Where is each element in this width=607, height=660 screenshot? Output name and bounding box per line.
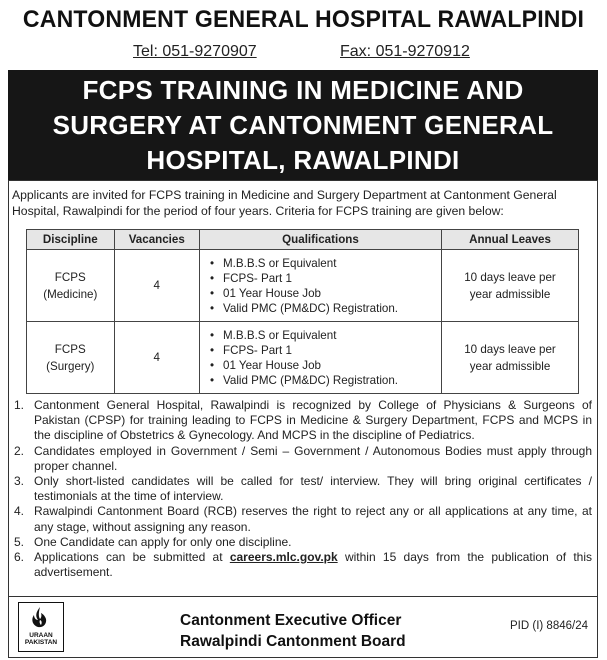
header-discipline: Discipline (27, 230, 115, 250)
leave-line-2: year admissible (469, 287, 551, 301)
note-item (14, 535, 592, 550)
table-row (27, 250, 579, 322)
fax-number: Fax: 051-9270912 (340, 43, 470, 60)
qualification-item: • M.B.B.S or Equivalent (210, 256, 441, 271)
note-text-after: within 15 days from the publication of this advertisement. (34, 550, 592, 580)
annual-leave-cell (442, 250, 579, 322)
officer-title: Cantonment Executive Officer (180, 612, 402, 629)
qualifications-list (200, 326, 441, 390)
note-item (14, 398, 592, 444)
header-qualifications: Qualifications (200, 230, 442, 250)
organization-name: Rawalpindi Cantonment Board (180, 633, 406, 650)
note-number: 4. (14, 504, 25, 519)
note-item (14, 504, 592, 534)
flame-icon (19, 603, 62, 631)
qualifications-cell (200, 250, 442, 322)
qualification-item: • Valid PMC (PM&DC) Registration. (210, 373, 441, 388)
table-header-row (27, 230, 579, 250)
note-item (14, 550, 592, 580)
discipline-specialty: (Medicine) (43, 287, 98, 301)
leave-line-1: 10 days leave per (464, 270, 556, 284)
qualification-item: • M.B.B.S or Equivalent (210, 328, 441, 343)
hospital-title: CANTONMENT GENERAL HOSPITAL RAWALPINDI (22, 6, 585, 33)
table-row (27, 322, 579, 394)
qualifications-cell (200, 322, 442, 394)
header-vacancies: Vacancies (114, 230, 199, 250)
discipline-cell (27, 322, 115, 394)
vacancies-cell: 4 (114, 250, 199, 322)
qualification-item: • FCPS- Part 1 (210, 271, 441, 286)
discipline-name: FCPS (54, 270, 86, 284)
note-number: 1. (14, 398, 25, 412)
note-item (14, 444, 592, 474)
logo-text-line-2: PAKISTAN (24, 639, 58, 646)
note-number: 2. (14, 443, 25, 458)
discipline-name: FCPS (54, 342, 86, 356)
annual-leave-cell (442, 322, 579, 394)
logo-text-line-1: URAAN (29, 632, 53, 639)
pid-number: PID (I) 8846/24 (510, 620, 588, 632)
leave-line-1: 10 days leave per (464, 342, 556, 356)
notes-list (14, 398, 592, 580)
note-number: 3. (14, 474, 25, 489)
qualification-item: • FCPS- Part 1 (210, 343, 441, 358)
note-text: One Candidate can apply for only one discipline. (34, 534, 292, 549)
headline-line-3: HOSPITAL, RAWALPINDI (146, 144, 460, 175)
headline-line-1: FCPS TRAINING IN MEDICINE AND (82, 74, 524, 105)
note-number: 5. (14, 534, 25, 549)
note-text-before: Applications can be submitted at (34, 550, 230, 565)
careers-website-link[interactable]: careers.mlc.gov.pk (229, 550, 338, 565)
qualification-item: • Valid PMC (PM&DC) Registration. (210, 301, 441, 316)
leave-line-2: year admissible (469, 359, 551, 373)
header-annual-leaves: Annual Leaves (442, 230, 579, 250)
headline-text (23, 73, 583, 178)
note-number: 6. (14, 550, 25, 565)
criteria-table (26, 229, 579, 394)
note-text: Cantonment General Hospital, Rawalpindi is recognized by College of Physicians & Surgeons of Pakistan (CPSP) for training leading to FCPS in Medicine & Surgery Department, FCPS and MCPS in the discipline of Obstetrics & Gynecology. And MCPS in the discipline of Pediatrics. (34, 398, 592, 443)
discipline-cell (27, 250, 115, 322)
note-text: Rawalpindi Cantonment Board (RCB) reserves the right to reject any or all applications at any time, at any stage, without assigning any reason. (34, 504, 592, 534)
qualification-item: • 01 Year House Job (210, 358, 441, 373)
discipline-specialty: (Surgery) (46, 359, 95, 373)
intro-paragraph: Applicants are invited for FCPS training in Medicine and Surgery Department at Cantonment General Hospital, Rawalpindi for the period of four years. Criteria for FCPS training are given below: (12, 188, 557, 218)
note-text: Candidates employed in Government / Semi – Government / Autonomous Bodies must apply through proper channel. (34, 443, 592, 473)
uraan-pakistan-logo (18, 602, 64, 652)
issuing-authority (180, 610, 440, 652)
headline-banner (8, 70, 598, 180)
note-item (14, 474, 592, 504)
headline-line-2: SURGERY AT CANTONMENT GENERAL (52, 109, 554, 140)
qualifications-list (200, 254, 441, 318)
qualification-item: • 01 Year House Job (210, 286, 441, 301)
footer-divider (8, 596, 598, 597)
note-text: Only short-listed candidates will be called for test/ interview. They will bring original certificates / testimonials at the time of interview. (34, 474, 592, 504)
telephone-number: Tel: 051-9270907 (133, 43, 257, 60)
vacancies-cell: 4 (114, 322, 199, 394)
